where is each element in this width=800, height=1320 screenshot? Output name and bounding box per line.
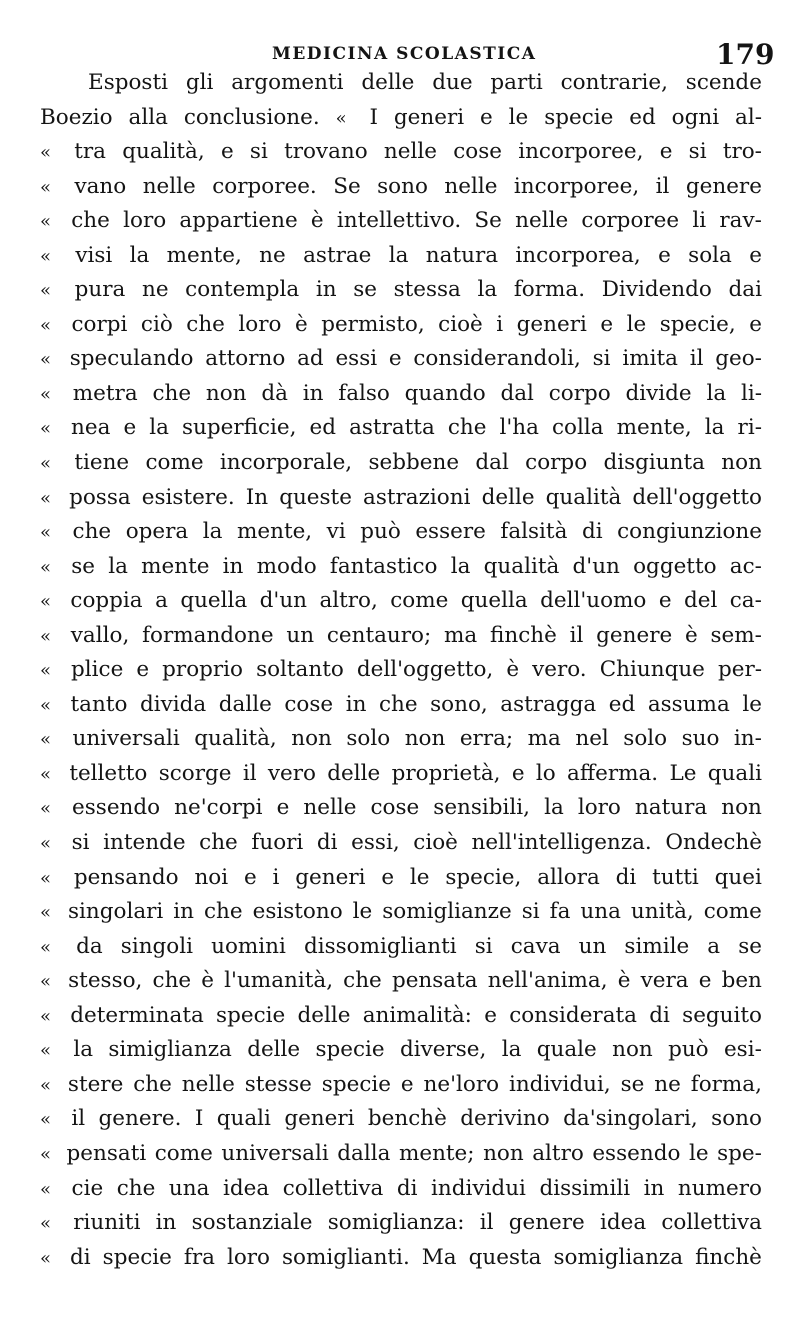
text-line: « vano nelle corporee. Se sono nelle incorporee, il genere bbox=[40, 173, 762, 199]
text-line: « determinata specie delle animalità: e considerata di seguito bbox=[40, 1002, 762, 1028]
text-line: « il genere. I quali generi benchè derivino da'singolari, sono bbox=[40, 1106, 762, 1132]
text-line: « tiene come incorporale, sebbene dal corpo disgiunta non bbox=[40, 450, 762, 476]
text-line: « riuniti in sostanziale somiglianza: il genere idea collettiva bbox=[40, 1210, 762, 1236]
text-line: « visi la mente, ne astrae la natura incorporea, e sola e bbox=[40, 242, 762, 268]
text-line: « essendo ne'corpi e nelle cose sensibili, la loro natura non bbox=[40, 795, 762, 821]
text-line: « stere che nelle stesse specie e ne'loro individui, se ne forma, bbox=[40, 1071, 762, 1097]
text-line: « pura ne contempla in se stessa la forma. Dividendo dai bbox=[40, 277, 762, 303]
text-line: « tra qualità, e si trovano nelle cose incorporee, e si tro- bbox=[40, 139, 762, 165]
text-line: « stesso, che è l'umanità, che pensata nell'anima, è vera e ben bbox=[40, 968, 762, 994]
text-line: « plice e proprio soltanto dell'oggetto, è vero. Chiunque per- bbox=[40, 657, 762, 683]
text-line: « nea e la superficie, ed astratta che l'ha colla mente, la ri- bbox=[40, 415, 762, 441]
text-line: « metra che non dà in falso quando dal corpo divide la li- bbox=[40, 380, 762, 406]
text-line: « se la mente in modo fantastico la qualità d'un oggetto ac- bbox=[40, 553, 762, 579]
text-line: « telletto scorge il vero delle proprietà, e lo afferma. Le quali bbox=[40, 760, 762, 786]
text-line: « da singoli uomini dissomiglianti si cava un simile a se bbox=[40, 933, 762, 959]
text-line: « coppia a quella d'un altro, come quella dell'uomo e del ca- bbox=[40, 588, 762, 614]
text-line: « singolari in che esistono le somiglianze si fa una unità, come bbox=[40, 899, 762, 925]
text-line: « tanto divida dalle cose in che sono, astragga ed assuma le bbox=[40, 691, 762, 717]
text-line: « che loro appartiene è intellettivo. Se nelle corporee li rav- bbox=[40, 208, 762, 234]
text-line: « speculando attorno ad essi e considerandoli, si imita il geo- bbox=[40, 346, 762, 372]
running-title: MEDICINA SCOLASTICA bbox=[272, 44, 537, 64]
text-line: « cie che una idea collettiva di individui dissimili in numero bbox=[40, 1175, 762, 1201]
text-line: « pensati come universali dalla mente; non altro essendo le spe- bbox=[40, 1140, 762, 1166]
page-number: 179 bbox=[716, 38, 775, 71]
text-line: « si intende che fuori di essi, cioè nell'intelligenza. Ondechè bbox=[40, 830, 762, 856]
text-line: « corpi ciò che loro è permisto, cioè i generi e le specie, e bbox=[40, 311, 762, 337]
text-line: « la simiglianza delle specie diverse, la quale non può esi- bbox=[40, 1037, 762, 1063]
text-line: Esposti gli argomenti delle due parti contrarie, scende bbox=[88, 70, 762, 95]
text-line: « che opera la mente, vi può essere falsità di congiunzione bbox=[40, 519, 762, 545]
text-line: « possa esistere. In queste astrazioni delle qualità dell'oggetto bbox=[40, 484, 762, 510]
text-line: « pensando noi e i generi e le specie, allora di tutti quei bbox=[40, 864, 762, 890]
text-line: « di specie fra loro somiglianti. Ma questa somiglianza finchè bbox=[40, 1244, 762, 1270]
text-line: « vallo, formandone un centauro; ma finchè il genere è sem- bbox=[40, 622, 762, 648]
body-text bbox=[40, 66, 762, 1275]
text-line: « universali qualità, non solo non erra; ma nel solo suo in- bbox=[40, 726, 762, 752]
text-line: Boezio alla conclusione. « I generi e le specie ed ogni al- bbox=[40, 104, 762, 130]
